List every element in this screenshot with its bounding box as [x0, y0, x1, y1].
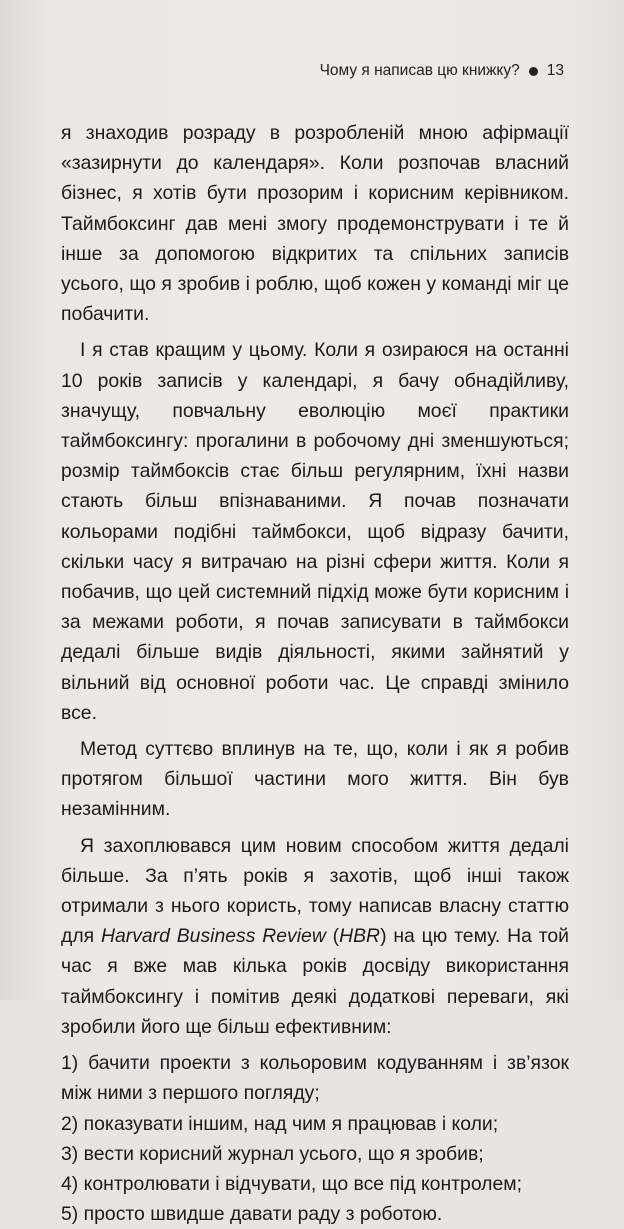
- paragraph-3: Метод суттєво вплинув на те, що, коли і як я робив протягом більшої частини мого життя. Він був незамінним.: [61, 738, 569, 821]
- list-item: 4) контролювати і відчувати, що все під контролем;: [61, 1172, 522, 1195]
- journal-abbr: HBR: [339, 925, 381, 948]
- paragraph-4-paren: (: [325, 925, 340, 948]
- running-head: [320, 62, 564, 80]
- journal-title: Harvard Business Review: [100, 925, 326, 948]
- page-number: 13: [546, 62, 564, 79]
- list-item: 3) вести корисний журнал усього, що я зробив;: [61, 1142, 484, 1165]
- paragraph-4-text-start: Я захоплювався цим новим способом життя дедалі більше. За п’ять років я захотів, щоб інші також отримали з нього користь, тому написав власну статтю для: [61, 834, 569, 948]
- paragraph-4-text-end: ) на цю тему. На той час я вже мав кілька років досвіду використання таймбоксингу і помітив деякі додаткові переваги, які зробили його ще більш ефективним:: [61, 925, 569, 1038]
- list-item: 1) бачити проекти з кольоровим кодуванням і зв’язок між ними з першого погляду;: [61, 1052, 569, 1105]
- paragraph-2: І я став кращим у цьому. Коли я озираюся на останні 10 років записів у календарі, я бачу обнадійливу, значущу, повчальну еволюцію моєї практики таймбоксингу: прогалини в робочому дні зменшуються; розмір таймбоксів стає більш регулярним, їхні назви стають більш впізнаваними. Я почав позначати кольорами подібні таймбокси, щоб відразу бачити, скільки часу я витрачаю на різні сфери життя. Коли я побачив, що цей системний підхід може бути корисним і за межами роботи, я почав записувати в таймбокси дедалі більше видів діяльності, якими зайнятий у вільний від основної роботи час. Це справді змінило все.: [61, 339, 569, 724]
- list-item: 2) показувати іншим, над чим я працював і коли;: [61, 1112, 499, 1135]
- chapter-title: Чому я написав цю книжку?: [319, 62, 520, 79]
- bullet-dot-icon: [529, 67, 538, 76]
- paragraph-4: [61, 831, 569, 1042]
- paragraph-1: я знаходив розраду в розробленій мною афірмації «зазирнути до календаря». Коли розпочав власний бізнес, я хотів бути прозорим і корисним керівником. Таймбоксинг дав мені змогу продемонструвати і те й інше за допомогою відкритих та спільних записів усього, що я зробив і роблю, щоб кожен у команді міг це побачити.: [61, 122, 569, 326]
- body-text: [61, 118, 569, 1229]
- list-item: 5) просто швидше давати раду з роботою.: [61, 1203, 443, 1226]
